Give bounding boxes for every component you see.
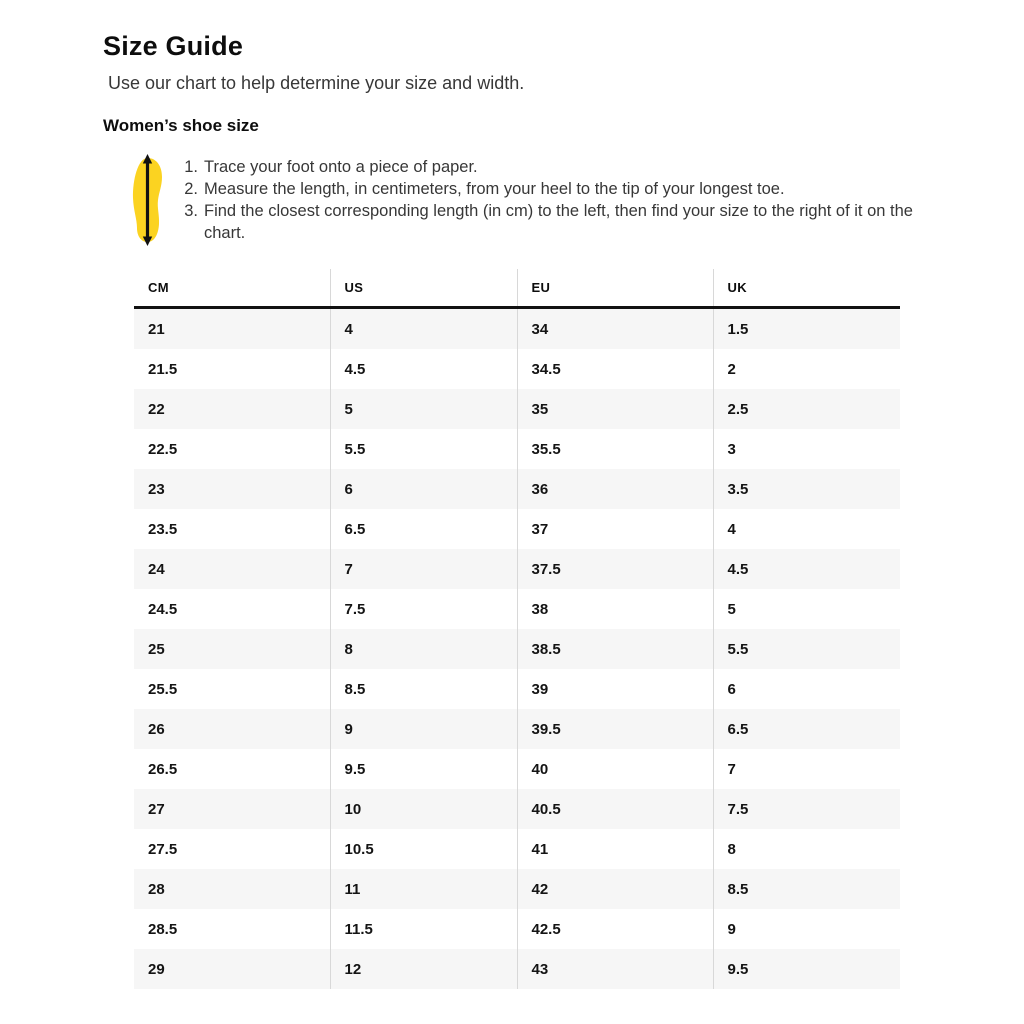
table-cell: 9: [713, 909, 900, 949]
table-cell: 12: [330, 949, 517, 989]
measurement-instructions: [127, 154, 1024, 246]
table-cell: 40: [517, 749, 713, 789]
table-cell: 28: [148, 880, 165, 898]
table-cell: 1.5: [713, 308, 900, 350]
page-subtitle: Use our chart to help determine your size and width.: [108, 73, 525, 93]
table-cell: 25.5: [148, 680, 178, 698]
table-row: [134, 829, 900, 869]
table-cell: 4.5: [330, 349, 517, 389]
table-row: [134, 709, 900, 749]
table-cell: 8.5: [330, 669, 517, 709]
table-cell: 3: [713, 429, 900, 469]
instruction-number: 2.: [184, 180, 198, 198]
table-cell: 25: [148, 640, 165, 658]
table-row: [134, 509, 900, 549]
instruction-list: [181, 154, 939, 244]
instruction-item: [181, 156, 939, 178]
column-header-us: US: [330, 269, 517, 308]
table-cell: 24: [148, 560, 165, 578]
table-cell: 37.5: [517, 549, 713, 589]
table-cell: 5.5: [713, 629, 900, 669]
table-cell: 39.5: [517, 709, 713, 749]
table-cell: 39: [517, 669, 713, 709]
table-row: [134, 469, 900, 509]
table-cell: 5: [330, 389, 517, 429]
column-header-cm: CM: [134, 269, 330, 308]
table-cell: 7.5: [330, 589, 517, 629]
table-cell: 9.5: [330, 749, 517, 789]
table-cell: 29: [148, 960, 165, 978]
table-cell: 10: [330, 789, 517, 829]
instruction-item: [181, 178, 939, 200]
table-cell: 4: [713, 509, 900, 549]
table-cell: 35: [517, 389, 713, 429]
table-cell: 8: [330, 629, 517, 669]
table-cell: 6: [713, 669, 900, 709]
table-cell: 36: [517, 469, 713, 509]
table-cell: 9.5: [713, 949, 900, 989]
table-row: [134, 349, 900, 389]
table-cell: 22.5: [148, 440, 178, 458]
table-cell: 6.5: [330, 509, 517, 549]
table-cell: 27.5: [148, 840, 178, 858]
table-cell: 6: [330, 469, 517, 509]
table-row: [134, 909, 900, 949]
table-cell: 11: [330, 869, 517, 909]
table-cell: 4.5: [713, 549, 900, 589]
table-cell: 2.5: [713, 389, 900, 429]
instruction-item: [181, 200, 939, 244]
table-cell: 40.5: [517, 789, 713, 829]
table-cell: 38.5: [517, 629, 713, 669]
table-cell: 3.5: [713, 469, 900, 509]
table-cell: 6.5: [713, 709, 900, 749]
table-cell: 7: [330, 549, 517, 589]
table-cell: 42: [517, 869, 713, 909]
table-cell: 4: [330, 308, 517, 350]
table-cell: 38: [517, 589, 713, 629]
table-cell: 27: [148, 800, 165, 818]
section-heading-womens-shoe-size: Women’s shoe size: [103, 116, 259, 135]
instruction-text: Measure the length, in centimeters, from your heel to the tip of your longest toe.: [204, 180, 785, 198]
table-cell: 37: [517, 509, 713, 549]
table-cell: 7: [713, 749, 900, 789]
table-cell: 26.5: [148, 760, 178, 778]
table-cell: 35.5: [517, 429, 713, 469]
table-cell: 11.5: [330, 909, 517, 949]
table-cell: 8.5: [713, 869, 900, 909]
page-title: Size Guide: [103, 31, 244, 61]
table-cell: 24.5: [148, 600, 178, 618]
instruction-number: 1.: [184, 158, 198, 176]
table-cell: 34.5: [517, 349, 713, 389]
table-cell: 21: [148, 320, 165, 338]
table-cell: 23.5: [148, 520, 178, 538]
table-row: [134, 669, 900, 709]
table-cell: 8: [713, 829, 900, 869]
table-row: [134, 549, 900, 589]
size-conversion-table: [134, 269, 900, 989]
table-cell: 26: [148, 720, 165, 738]
table-cell: 28.5: [148, 920, 178, 938]
instruction-text: Find the closest corresponding length (in cm) to the left, then find your size to the right of it on the chart.: [204, 202, 913, 242]
table-header-row: [134, 269, 900, 308]
table-row: [134, 589, 900, 629]
table-cell: 5: [713, 589, 900, 629]
table-row: [134, 749, 900, 789]
table-cell: 23: [148, 480, 165, 498]
table-row: [134, 869, 900, 909]
table-row: [134, 949, 900, 989]
table-cell: 42.5: [517, 909, 713, 949]
table-cell: 22: [148, 400, 165, 418]
table-cell: 41: [517, 829, 713, 869]
table-cell: 9: [330, 709, 517, 749]
foot-measure-icon: [127, 154, 168, 246]
table-row: [134, 789, 900, 829]
table-row: [134, 629, 900, 669]
table-cell: 7.5: [713, 789, 900, 829]
column-header-uk: UK: [713, 269, 900, 308]
table-cell: 5.5: [330, 429, 517, 469]
table-cell: 10.5: [330, 829, 517, 869]
table-cell: 34: [517, 308, 713, 350]
table-cell: 2: [713, 349, 900, 389]
table-row: [134, 308, 900, 350]
table-row: [134, 389, 900, 429]
instruction-text: Trace your foot onto a piece of paper.: [204, 158, 478, 176]
table-row: [134, 429, 900, 469]
table-cell: 21.5: [148, 360, 178, 378]
table-cell: 43: [517, 949, 713, 989]
instruction-number: 3.: [184, 202, 198, 220]
column-header-eu: EU: [517, 269, 713, 308]
